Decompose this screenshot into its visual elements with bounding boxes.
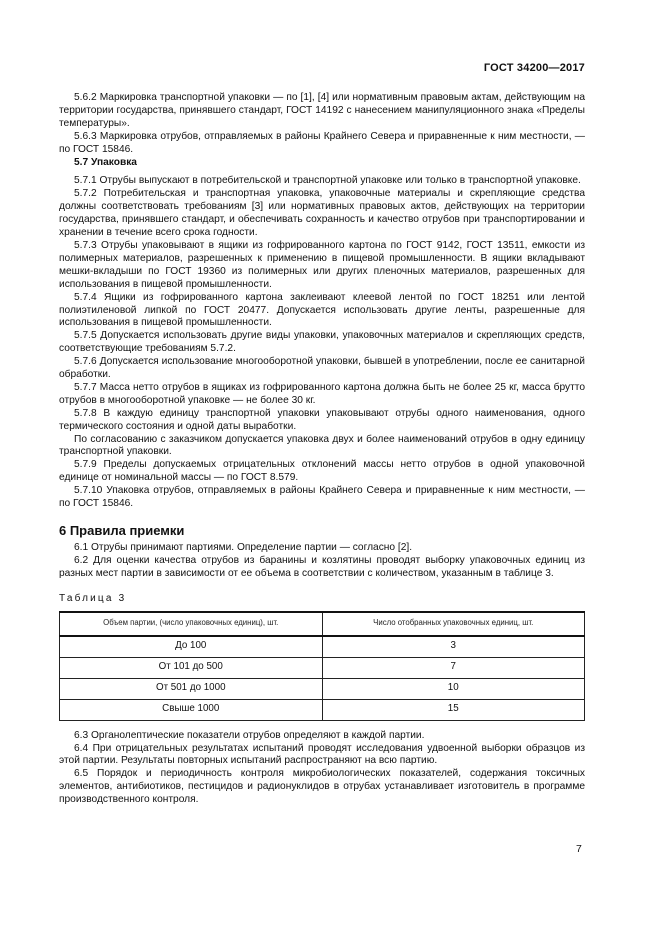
paragraph: 5.7.8 В каждую единицу транспортной упаковки упаковывают отрубы одного наименования, одного термического состояния и одной даты выработки. — [59, 407, 585, 432]
table-row — [60, 699, 585, 720]
table-row — [60, 678, 585, 699]
paragraph: 5.6.3 Маркировка отрубов, отправляемых в районы Крайнего Севера и приравненные к ним местности, — по ГОСТ 15846. — [59, 130, 585, 155]
paragraph: 5.7.7 Масса нетто отрубов в ящиках из гофрированного картона должна быть не более 25 кг, масса брутто отрубов в многооборотной упаковке — не более 30 кг. — [59, 381, 585, 406]
paragraph: 6.1 Отрубы принимают партиями. Определение партии — согласно [2]. — [74, 542, 413, 553]
paragraph: 5.7.4 Ящики из гофрированного картона заклеивают клеевой лентой по ГОСТ 18251 или лентой полиэтиленовой липкой по ГОСТ 20477. Допускается использовать другие ленты, разрешенные для использования в пищевой промышленности. — [59, 291, 585, 329]
paragraph: 5.7.6 Допускается использование многооборотной упаковки, бывшей в употреблении, после ее санитарной обработки. — [59, 356, 585, 381]
table-header-cell: Объем партии, (число упаковочных единиц), шт. — [60, 612, 323, 636]
table-cell: До 100 — [60, 636, 323, 658]
paragraph: По согласованию с заказчиком допускается упаковка двух и более наименований отрубов в одну единицу транспортной упаковки. — [59, 433, 585, 458]
subsection-title: 5.7 Упаковка — [74, 156, 137, 168]
section-title: 6 Правила приемки — [59, 523, 185, 538]
table-cell: 15 — [322, 699, 585, 720]
table-header-cell: Число отобранных упаковочных единиц, шт. — [322, 612, 585, 636]
table-cell: 10 — [322, 678, 585, 699]
table-row — [60, 657, 585, 678]
paragraph: 6.4 При отрицательных результатах испытаний проводят исследования удвоенной выборки образцов из этой партии. Результаты повторных испытаний распространяют на всю партию. — [59, 742, 585, 767]
table-cell: От 501 до 1000 — [60, 678, 323, 699]
table-cell: 7 — [322, 657, 585, 678]
paragraph: 6.5 Порядок и периодичность контроля микробиологических показателей, содержания токсичных элементов, антибиотиков, пестицидов и радионуклидов в отрубах устанавливает изготовитель в программе производственного контроля. — [59, 768, 585, 806]
page-content — [59, 92, 585, 807]
paragraph: 5.7.5 Допускается использовать другие виды упаковки, упаковочных материалов и скрепляющих средств, соответствующие требованиям 5.7.2. — [59, 330, 585, 355]
paragraph: 5.6.2 Маркировка транспортной упаковки — по [1], [4] или нормативным правовым актам, действующим на территории государства, принявшего стандарт, ГОСТ 14192 с нанесением манипуляционного знака «Пределы температуры». — [59, 92, 585, 129]
table-row — [60, 636, 585, 658]
paragraph: 5.7.2 Потребительская и транспортная упаковка, упаковочные материалы и скрепляющие средства должны соответствовать требованиям [3] или нормативных правовых актов, действующих на территории государства, принявшего стандарт, и обеспечивать сохранность и качество отрубов при транспортировании и хранении в течение всего срока годности. — [59, 188, 585, 239]
page-number: 7 — [576, 843, 582, 855]
table-cell: Свыше 1000 — [60, 699, 323, 720]
table-caption: Таблица 3 — [59, 592, 127, 604]
paragraph: 6.2 Для оценки качества отрубов из баранины и козлятины проводят выборку упаковочных единиц из разных мест партии в зависимости от ее объема в соответствии с количеством, указанным в таблице 3. — [59, 554, 585, 579]
paragraph: 5.7.1 Отрубы выпускают в потребительской и транспортной упаковке или только в транспортной упаковке. — [74, 175, 581, 187]
table-cell: От 101 до 500 — [60, 657, 323, 678]
paragraph: 5.7.10 Упаковка отрубов, отправляемых в районы Крайнего Севера и приравненные к ним местности, — по ГОСТ 15846. — [59, 485, 585, 510]
paragraph: 6.3 Органолептические показатели отрубов определяют в каждой партии. — [74, 729, 425, 741]
paragraph: 5.7.9 Пределы допускаемых отрицательных отклонений массы нетто отрубов в одной упаковочной единице от номинальной массы — по ГОСТ 8.579. — [59, 459, 585, 484]
sampling-table — [59, 611, 585, 721]
table-cell: 3 — [322, 636, 585, 658]
table-header-row — [60, 612, 585, 636]
paragraph: 5.7.3 Отрубы упаковывают в ящики из гофрированного картона по ГОСТ 9142, ГОСТ 13511, емкости из полимерных материалов, разрешенных к применению в пищевой промышленности. В ящики вкладывают мешки-вкладыши по ГОСТ 19360 из полимерных или других пленочных материалов, разрешенных для использования в пищевой промышленности. — [59, 239, 585, 290]
document-code: ГОСТ 34200—2017 — [483, 62, 585, 74]
